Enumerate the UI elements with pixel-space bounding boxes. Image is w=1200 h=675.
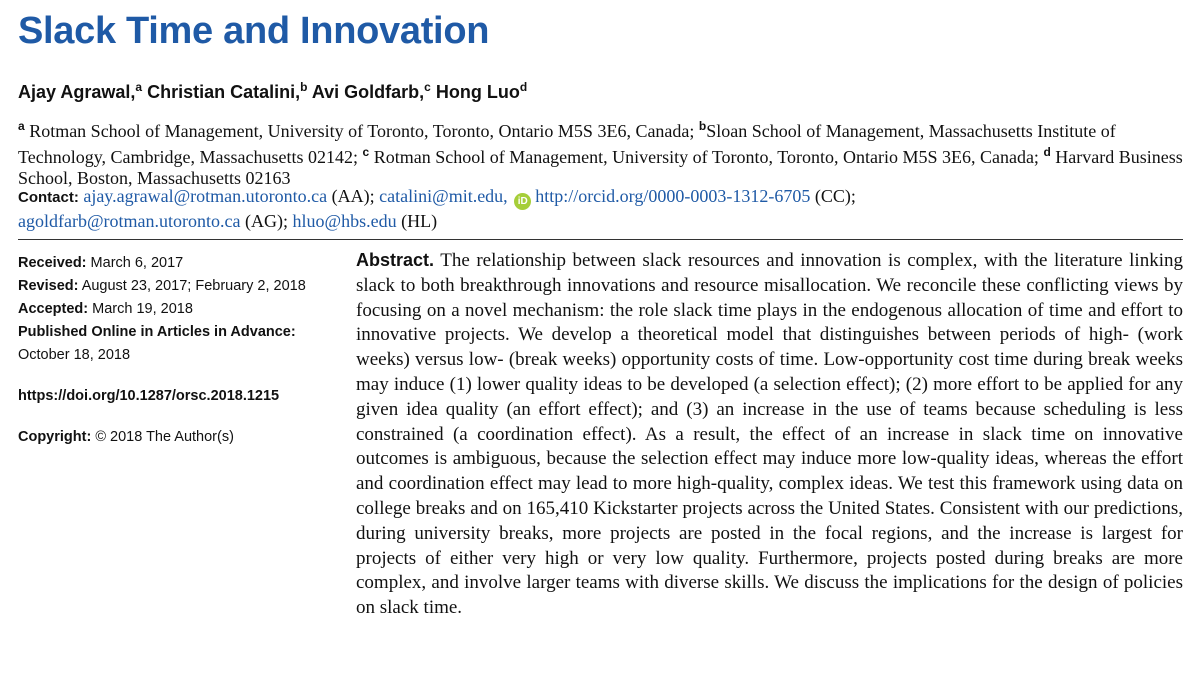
published-label: Published Online in Articles in Advance: [18,324,296,340]
author-name: Christian Catalini, [147,82,301,102]
revised-row [18,275,338,298]
contact-initials: (AA); [331,186,375,206]
doi-link[interactable]: https://doi.org/10.1287/orsc.2018.1215 [18,388,280,404]
abstract-text: The relationship between slack resources and innovation is complex, with the literature linking slack to both breakthrough innovations and resource misallocation. We reconcile these conflicting views by focusing on a novel mechanism: the role slack time plays in the endogenous allocation of time and effort to innovative projects. We develop a theoretical model that distinguishes between periods of high- (work weeks) versus low- (break weeks) opportunity costs of time. Low-opportunity cost time during break weeks may induce (1) lower quality ideas to be developed (a selection effect); (2) more effort to be applied for any given idea quality (an effort effect); and (3) an increase in the use of teams because scheduling is less constrained (a coordination effect). As a result, the effect of an increase in slack time on innovative outcomes is ambiguous, because the selection effect may induce more low-quality ideas, whereas the effort and coordination effect may lead to more high-quality, complex ideas. We test this framework using data on college breaks and on 165,410 Kickstarter projects across the United States. Consistent with our predictions, during university breaks, more projects are posted in the focal regions, and the increase is largest for projects of either very high or very low quality. Furthermore, projects posted during breaks are more complex, and involve larger teams with diverse skills. We discuss the implications for the design of policies on slack time. [356,250,1183,619]
author-affiliation-mark: c [424,80,431,94]
affiliation-label: b [698,119,707,133]
affiliation-text: Rotman School of Management, University of Toronto, Toronto, Ontario M5S 3E6, Canada; [373,147,1039,167]
email-link-catalini[interactable]: catalini@mit.edu, [379,186,508,206]
revised-date: August 23, 2017; February 2, 2018 [81,278,306,294]
article-history [18,252,338,449]
accepted-label: Accepted: [18,301,89,317]
published-date: October 18, 2018 [18,347,131,363]
author-list [18,80,527,103]
affiliation-label: c [362,145,370,159]
abstract [356,248,1183,621]
received-row [18,252,338,275]
contact-block [18,185,1183,233]
contact-label: Contact: [18,189,79,206]
affiliation-label: d [1043,145,1051,159]
copyright-row [18,426,338,449]
author-name: Hong Luo [435,82,520,102]
copyright-label: Copyright: [18,429,92,445]
affiliation-text: Sloan School of Management, Massachusetts Institute of Technology, Cambridge, Massachusetts 02142; [18,121,1116,167]
abstract-label: Abstract. [356,250,435,270]
affiliation-text: Harvard Business School, Boston, Massachusetts 02163 [18,147,1183,188]
affiliations [18,116,1183,189]
received-label: Received: [18,255,87,271]
email-link-goldfarb[interactable]: agoldfarb@rotman.utoronto.ca [18,211,241,231]
email-link-luo[interactable]: hluo@hbs.edu [292,211,397,231]
section-divider [18,239,1183,240]
accepted-row [18,298,338,321]
affiliation-text: Rotman School of Management, University of Toronto, Toronto, Ontario M5S 3E6, Canada; [29,121,695,141]
contact-initials: (AG); [245,211,289,231]
paper-title: Slack Time and Innovation [18,10,490,52]
email-link-agrawal[interactable]: ajay.agrawal@rotman.utoronto.ca [83,186,328,206]
received-date: March 6, 2017 [90,255,184,271]
author-name: Avi Goldfarb, [311,82,425,102]
orcid-link[interactable]: http://orcid.org/0000-0003-1312-6705 [535,186,811,206]
author-name: Ajay Agrawal, [18,82,136,102]
author-affiliation-mark: b [300,80,308,94]
author-affiliation-mark: d [519,80,528,94]
copyright-text: © 2018 The Author(s) [95,429,234,445]
orcid-icon: iD [514,193,531,210]
contact-initials: (HL) [401,211,438,231]
contact-initials: (CC); [814,186,856,206]
accepted-date: March 19, 2018 [92,301,193,317]
author-affiliation-mark: a [135,80,143,94]
affiliation-label: a [18,119,25,133]
revised-label: Revised: [18,278,79,294]
